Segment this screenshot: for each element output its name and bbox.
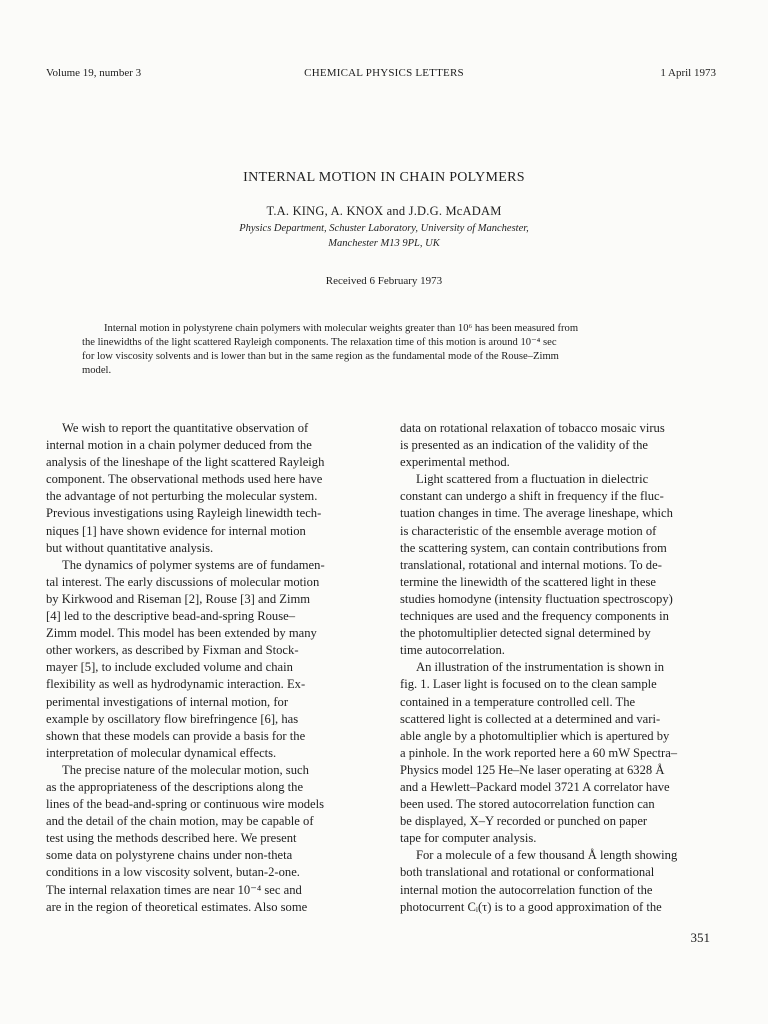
journal-name: CHEMICAL PHYSICS LETTERS: [304, 67, 464, 79]
body-text-line: [4] led to the descriptive bead-and-spring Rouse–: [46, 609, 296, 624]
body-text-line: conditions in a low viscosity solvent, butan-2-one.: [46, 865, 300, 880]
abstract-line: the linewidths of the light scattered Rayleigh components. The relaxation time of this motion is around 10⁻⁴ sec: [82, 337, 557, 348]
body-text-line: is presented as an indication of the validity of the: [400, 438, 648, 453]
body-text-line: by Kirkwood and Riseman [2], Rouse [3] and Zimm: [46, 591, 311, 606]
body-text-line: shown that these models can provide a basis for the: [46, 728, 306, 743]
body-text-line: a pinhole. In the work reported here a 60 mW Spectra–: [400, 745, 678, 760]
body-text-line: scattered light is collected at a determined and vari-: [400, 711, 661, 726]
abstract: [82, 322, 686, 378]
body-text-line: both translational and rotational or conformational: [400, 865, 655, 880]
body-text-line: time autocorrelation.: [400, 643, 505, 658]
body-text-line: tape for computer analysis.: [400, 831, 537, 846]
author-list: T.A. KING, A. KNOX and J.D.G. McADAM: [266, 204, 502, 218]
body-text-line: interpretation of molecular dynamical effects.: [46, 745, 277, 760]
body-text-line: contained in a temperature controlled cell. The: [400, 694, 636, 709]
body-text-line: An illustration of the instrumentation is shown in: [416, 660, 665, 675]
issue-date: 1 April 1973: [660, 67, 716, 79]
body-text-line: the advantage of not perturbing the molecular system.: [46, 489, 318, 504]
body-text-line: able angle by a photomultiplier which is apertured by: [400, 728, 670, 743]
body-text-line: lines of the bead-and-spring or continuous wire models: [46, 797, 325, 812]
body-text-line: some data on polystyrene chains under non-theta: [46, 848, 293, 863]
body-text-line: mayer [5], to include excluded volume and chain: [46, 660, 293, 675]
body-text-line: analysis of the lineshape of the light scattered Rayleigh: [46, 455, 325, 470]
paper-title: INTERNAL MOTION IN CHAIN POLYMERS: [243, 170, 525, 185]
body-text-line: The internal relaxation times are near 10⁻⁴ sec and: [46, 882, 302, 897]
volume-number: Volume 19, number 3: [46, 67, 142, 79]
body-text-line: data on rotational relaxation of tobacco mosaic virus: [400, 421, 665, 435]
body-text-line: tuation changes in time. The average lineshape, which: [400, 506, 673, 521]
body-text-line: Physics model 125 He–Ne laser operating at 6328 Å: [400, 762, 665, 777]
body-text-line: other workers, as described by Fixman and Stock-: [46, 643, 299, 658]
body-text-line: For a molecule of a few thousand Å length showing: [416, 848, 678, 863]
body-text-line: be displayed, X–Y recorded or punched on paper: [400, 814, 648, 829]
body-text-line: translational, rotational and internal motions. To de-: [400, 557, 662, 572]
body-text-line: photocurrent Cᵢ(τ) is to a good approximation of the: [400, 899, 662, 914]
abstract-line: for low viscosity solvents and is lower than but in the same region as the fundamental mode of the Rouse–Zimm: [82, 351, 559, 362]
body-text-line: The dynamics of polymer systems are of fundamen-: [62, 557, 325, 572]
body-text-line: techniques are used and the frequency components in: [400, 609, 669, 624]
received-date: Received 6 February 1973: [325, 275, 443, 287]
body-text-line: but without quantitative analysis.: [46, 540, 214, 555]
body-text-line: tal interest. The early discussions of molecular motion: [46, 574, 320, 589]
body-column-right: [400, 420, 726, 916]
body-text-line: component. The observational methods used here have: [46, 472, 323, 487]
body-text-line: and the detail of the chain motion, may be capable of: [46, 814, 314, 829]
body-text-line: termine the linewidth of the scattered light in these: [400, 574, 656, 589]
body-text-line: flexibility as well as hydrodynamic interaction. Ex-: [46, 677, 306, 692]
affiliation-line-2: Manchester M13 9PL, UK: [328, 238, 440, 249]
body-text-line: been used. The stored autocorrelation function can: [400, 797, 655, 812]
body-text-line: test using the methods described here. We present: [46, 831, 297, 846]
abstract-line: Internal motion in polystyrene chain polymers with molecular weights greater than 10⁶ has been measured from: [104, 323, 579, 334]
body-text-line: the photomultiplier detected signal determined by: [400, 626, 651, 641]
body-text-line: Previous investigations using Rayleigh linewidth tech-: [46, 506, 322, 521]
body-text-line: are in the region of theoretical estimates. Also some: [46, 899, 308, 914]
body-text-line: internal motion the autocorrelation function of the: [400, 882, 653, 897]
body-text-line: the scattering system, can contain contributions from: [400, 540, 667, 555]
body-text-line: We wish to report the quantitative observation of: [62, 421, 309, 435]
body-text-line: and a Hewlett–Packard model 3721 A correlator have: [400, 779, 670, 794]
body-text-line: Zimm model. This model has been extended by many: [46, 626, 317, 641]
body-text-line: internal motion in a chain polymer deduced from the: [46, 438, 312, 453]
affiliation-line-1: Physics Department, Schuster Laboratory, University of Manchester,: [239, 223, 529, 234]
body-text-line: niques [1] have shown evidence for internal motion: [46, 523, 306, 538]
body-text-line: example by oscillatory flow birefringence [6], has: [46, 711, 299, 726]
body-text-line: fig. 1. Laser light is focused on to the clean sample: [400, 677, 657, 692]
body-text-line: The precise nature of the molecular motion, such: [62, 762, 309, 777]
abstract-line: model.: [82, 365, 112, 376]
body-column-left: [46, 420, 364, 916]
body-text-line: as the appropriateness of the descriptions along the: [46, 779, 304, 794]
body-text-line: perimental investigations of internal motion, for: [46, 694, 289, 709]
body-text-line: experimental method.: [400, 455, 510, 470]
body-text-line: studies homodyne (intensity fluctuation spectroscopy): [400, 591, 673, 606]
body-text-line: Light scattered from a fluctuation in dielectric: [416, 472, 649, 487]
body-text-line: constant can undergo a shift in frequency if the fluc-: [400, 489, 664, 504]
page-number: 351: [690, 930, 710, 945]
body-text-line: is characteristic of the ensemble average motion of: [400, 523, 657, 538]
